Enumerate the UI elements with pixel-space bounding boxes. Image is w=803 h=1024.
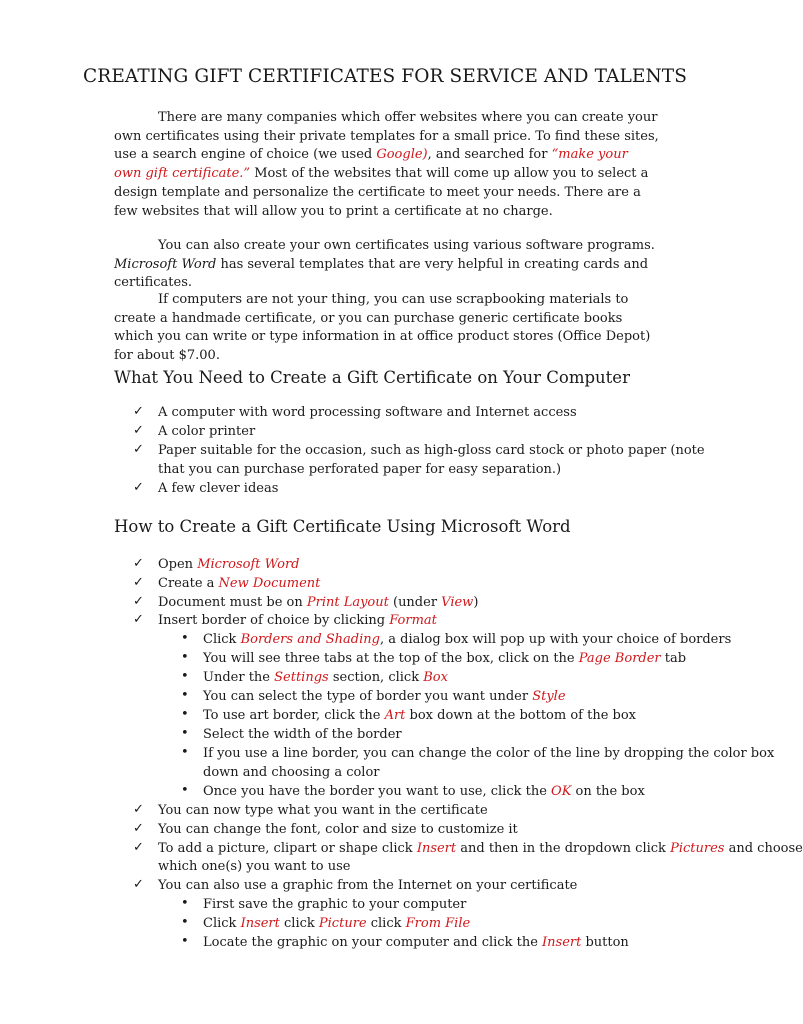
highlight-text: Settings (274, 670, 329, 685)
sub-step-item (203, 934, 629, 953)
step-item (158, 556, 300, 575)
text: Click (203, 916, 241, 931)
step-item (158, 612, 437, 631)
text: You can select the type of border you want under (203, 689, 533, 704)
text: and then in the dropdown click (456, 841, 671, 856)
highlight-text: Print Layout (306, 595, 389, 610)
page-title: CREATING GIFT CERTIFICATES FOR SERVICE AND TALENTS (83, 66, 687, 87)
check-icon: ✓ (133, 423, 144, 438)
check-icon: ✓ (133, 802, 144, 817)
list-item: A few clever ideas (158, 481, 279, 496)
text: Locate the graphic on your computer and click the (203, 935, 543, 950)
highlight-text: Insert (240, 916, 280, 931)
sub-step-item (203, 688, 566, 707)
text: If computers are not your thing, you can use scrapbooking materials to create a handmade certificate, or you can purchase generic certificate books which you can write or type information in at office product stores (Office Depot) for about $7.00. (114, 292, 651, 364)
check-icon: ✓ (133, 480, 144, 495)
italic-text: Microsoft Word (114, 256, 217, 272)
text: Once you have the border you want to use, click the (203, 784, 552, 799)
highlight-text: Microsoft Word (197, 557, 300, 572)
highlight-text: Borders and Shading (240, 632, 380, 647)
text: tab (660, 651, 687, 666)
text: button (581, 935, 629, 950)
step-item (158, 594, 478, 613)
text: click (366, 916, 406, 931)
highlight-text: OK (551, 784, 572, 799)
highlight-text: Page Border (578, 651, 661, 666)
highlight-text: “make your own gift certificate.” (114, 147, 628, 182)
list-item: A computer with word processing software and Internet access (158, 405, 577, 420)
bullet-icon: • (181, 783, 189, 798)
list-item-continuation: that you can purchase perforated paper for easy separation.) (158, 462, 562, 477)
bullet-icon: • (181, 934, 189, 949)
sub-step-item (203, 783, 645, 802)
sub-step-item: Select the width of the border (203, 727, 402, 742)
list-item: Paper suitable for the occasion, such as high-gloss card stock or photo paper (note (158, 443, 705, 458)
check-icon: ✓ (133, 575, 144, 590)
text: Create a (158, 576, 219, 591)
text: Under the (203, 670, 275, 685)
bullet-icon: • (181, 688, 189, 703)
highlight-text: Box (423, 670, 448, 685)
highlight-text: Art (384, 708, 406, 723)
software-paragraph (114, 237, 659, 293)
check-icon: ✓ (133, 556, 144, 571)
text: You can also create your own certificates using various software programs. (158, 238, 655, 253)
bullet-icon: • (181, 669, 189, 684)
text: section, click (328, 670, 424, 685)
text: To add a picture, clipart or shape click (158, 841, 417, 856)
scrapbook-paragraph (114, 291, 659, 366)
step-continuation: which one(s) you want to use (158, 859, 351, 874)
bullet-icon: • (181, 896, 189, 911)
text: You will see three tabs at the top of the box, click on the (203, 651, 579, 666)
highlight-text: Google) (376, 147, 428, 163)
step-item: You can change the font, color and size to customize it (158, 822, 518, 837)
bullet-icon: • (181, 631, 189, 646)
step-item: You can also use a graphic from the Internet on your certificate (158, 878, 578, 893)
check-icon: ✓ (133, 612, 144, 627)
text: Open (158, 557, 198, 572)
highlight-text: Picture (318, 916, 367, 931)
text: , a dialog box will pop up with your choice of borders (379, 632, 732, 647)
highlight-text: New Document (218, 576, 321, 591)
sub-step-item (203, 915, 470, 934)
bullet-icon: • (181, 650, 189, 665)
bullet-icon: • (181, 915, 189, 930)
text: box down at the bottom of the box (405, 708, 637, 723)
step-item (158, 840, 803, 859)
bullet-icon: • (181, 745, 189, 760)
text: Insert border of choice by clicking (158, 613, 390, 628)
sub-step-continuation: down and choosing a color (203, 765, 380, 780)
highlight-text: Insert (542, 935, 582, 950)
highlight-text: Pictures (670, 841, 725, 856)
highlight-text: View (441, 595, 474, 610)
text: Most of the websites that will come up allow you to select a design template and personalize the certificate to meet your needs. There are a few websites that will allow you to print a certificate at no charge. (114, 166, 649, 219)
section-heading-needs: What You Need to Create a Gift Certificate on Your Computer (114, 368, 630, 387)
section-heading-steps: How to Create a Gift Certificate Using Microsoft Word (114, 517, 571, 536)
check-icon: ✓ (133, 594, 144, 609)
highlight-text: From File (405, 916, 471, 931)
intro-paragraph (114, 109, 659, 221)
sub-step-item: First save the graphic to your computer (203, 897, 467, 912)
step-item: You can now type what you want in the certificate (158, 803, 488, 818)
sub-step-item (203, 631, 731, 650)
check-icon: ✓ (133, 840, 144, 855)
highlight-text: Style (532, 689, 566, 704)
text: click (279, 916, 319, 931)
bullet-icon: • (181, 726, 189, 741)
text: Document must be on (158, 595, 307, 610)
text: (under (388, 595, 442, 610)
sub-step-item (203, 669, 448, 688)
sub-step-item: If you use a line border, you can change the color of the line by dropping the color box (203, 746, 775, 761)
check-icon: ✓ (133, 442, 144, 457)
bullet-icon: • (181, 707, 189, 722)
sub-step-item (203, 707, 636, 726)
text: To use art border, click the (203, 708, 385, 723)
list-item: A color printer (158, 424, 256, 439)
text: There are many companies which offer websites where you can create your own certificates using their private templates for a small price. To find these sites, use a search engine of choice (we used (114, 110, 659, 163)
highlight-text: Format (389, 613, 437, 628)
text: and choose (724, 841, 803, 856)
text: , and searched for (427, 147, 552, 163)
check-icon: ✓ (133, 404, 144, 419)
sub-step-item (203, 650, 686, 669)
check-icon: ✓ (133, 877, 144, 892)
text: ) (473, 595, 479, 610)
highlight-text: Insert (416, 841, 457, 856)
text: has several templates that are very helpful in creating cards and certificates. (114, 256, 649, 291)
text: on the box (571, 784, 645, 799)
step-item (158, 575, 320, 594)
text: Click (203, 632, 241, 647)
check-icon: ✓ (133, 821, 144, 836)
